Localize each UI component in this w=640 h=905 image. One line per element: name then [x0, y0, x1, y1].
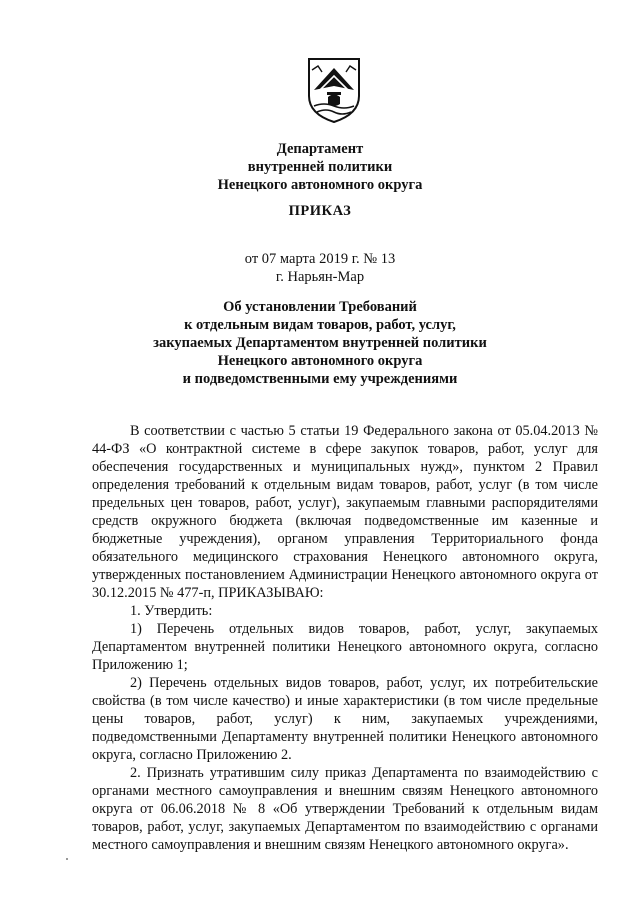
body-paragraph-preamble: В соответствии с частью 5 статьи 19 Федерального закона от 05.04.2013 № 44-ФЗ «О контрактной системе в сфере закупок товаров, работ, услуг для обеспечения государственных и муниципальных нужд», пунктом 2 Правил определения требований к отдельным видам товаров, работ, услуг (в том числе предельных цен товаров, работ, услуг), закупаемым главными распорядителями средств окружного бюджета (включая подведомственные им казенные и бюджетные учреждения), органом управления Территориального фонда обязательного медицинского страхования Ненецкого автономного округа, утвержденных постановлением Администрации Ненецкого автономного округа от 30.12.2015 № 477-п, ПРИКАЗЫВАЮ:: [92, 423, 598, 601]
subject-line-3: закупаемых Департаментом внутренней политики: [153, 335, 487, 351]
dept-line-3: Ненецкого автономного округа: [217, 177, 423, 193]
order-date-number: от 07 марта 2019 г. № 13: [244, 251, 396, 267]
body-paragraph-approve: 1. Утвердить:: [130, 603, 213, 619]
subject-line-4: Ненецкого автономного округа: [217, 353, 423, 369]
order-title: ПРИКАЗ: [288, 203, 352, 219]
body-paragraph-repeal: 2. Признать утратившим силу приказ Департамента по взаимодействию с органами местного самоуправления и внешним связям Ненецкого автономного округа от 06.06.2018 № 8 «Об утверждении Требований к отдельным видам товаров, работ, услуг, закупаемых Департаментом по взаимодействию с органами местного самоуправления и внешним связям Ненецкого автономного округа».: [92, 765, 598, 853]
dept-line-2: внутренней политики: [247, 159, 393, 175]
subject-line-1: Об установлении Требований: [223, 299, 417, 315]
dept-line-1: Департамент: [276, 141, 364, 157]
order-meta: [0, 250, 640, 286]
body-paragraph-list-2: 2) Перечень отдельных видов товаров, работ, услуг, их потребительские свойства (в том числе качество) и иные характеристики (в том числе предельные цены товаров, работ, услуг) к ним, закупаемых учреждениями, подведомственными Департаменту внутренней политики Ненецкого автономного округа, согласно Приложению 2.: [92, 675, 598, 763]
subject-line-5: и подведомственными ему учреждениями: [182, 371, 458, 387]
order-body: [92, 422, 598, 854]
order-subject: [0, 298, 640, 388]
order-city: г. Нарьян-Мар: [275, 269, 365, 285]
coat-of-arms-emblem: [306, 56, 362, 124]
body-paragraph-list-1: 1) Перечень отдельных видов товаров, работ, услуг, закупаемых Департаментом внутренней политики Ненецкого автономного округа, согласно Приложению 1;: [92, 621, 598, 673]
scan-speck: [66, 858, 68, 860]
department-name: [0, 140, 640, 194]
subject-line-2: к отдельным видам товаров, работ, услуг,: [184, 317, 456, 333]
